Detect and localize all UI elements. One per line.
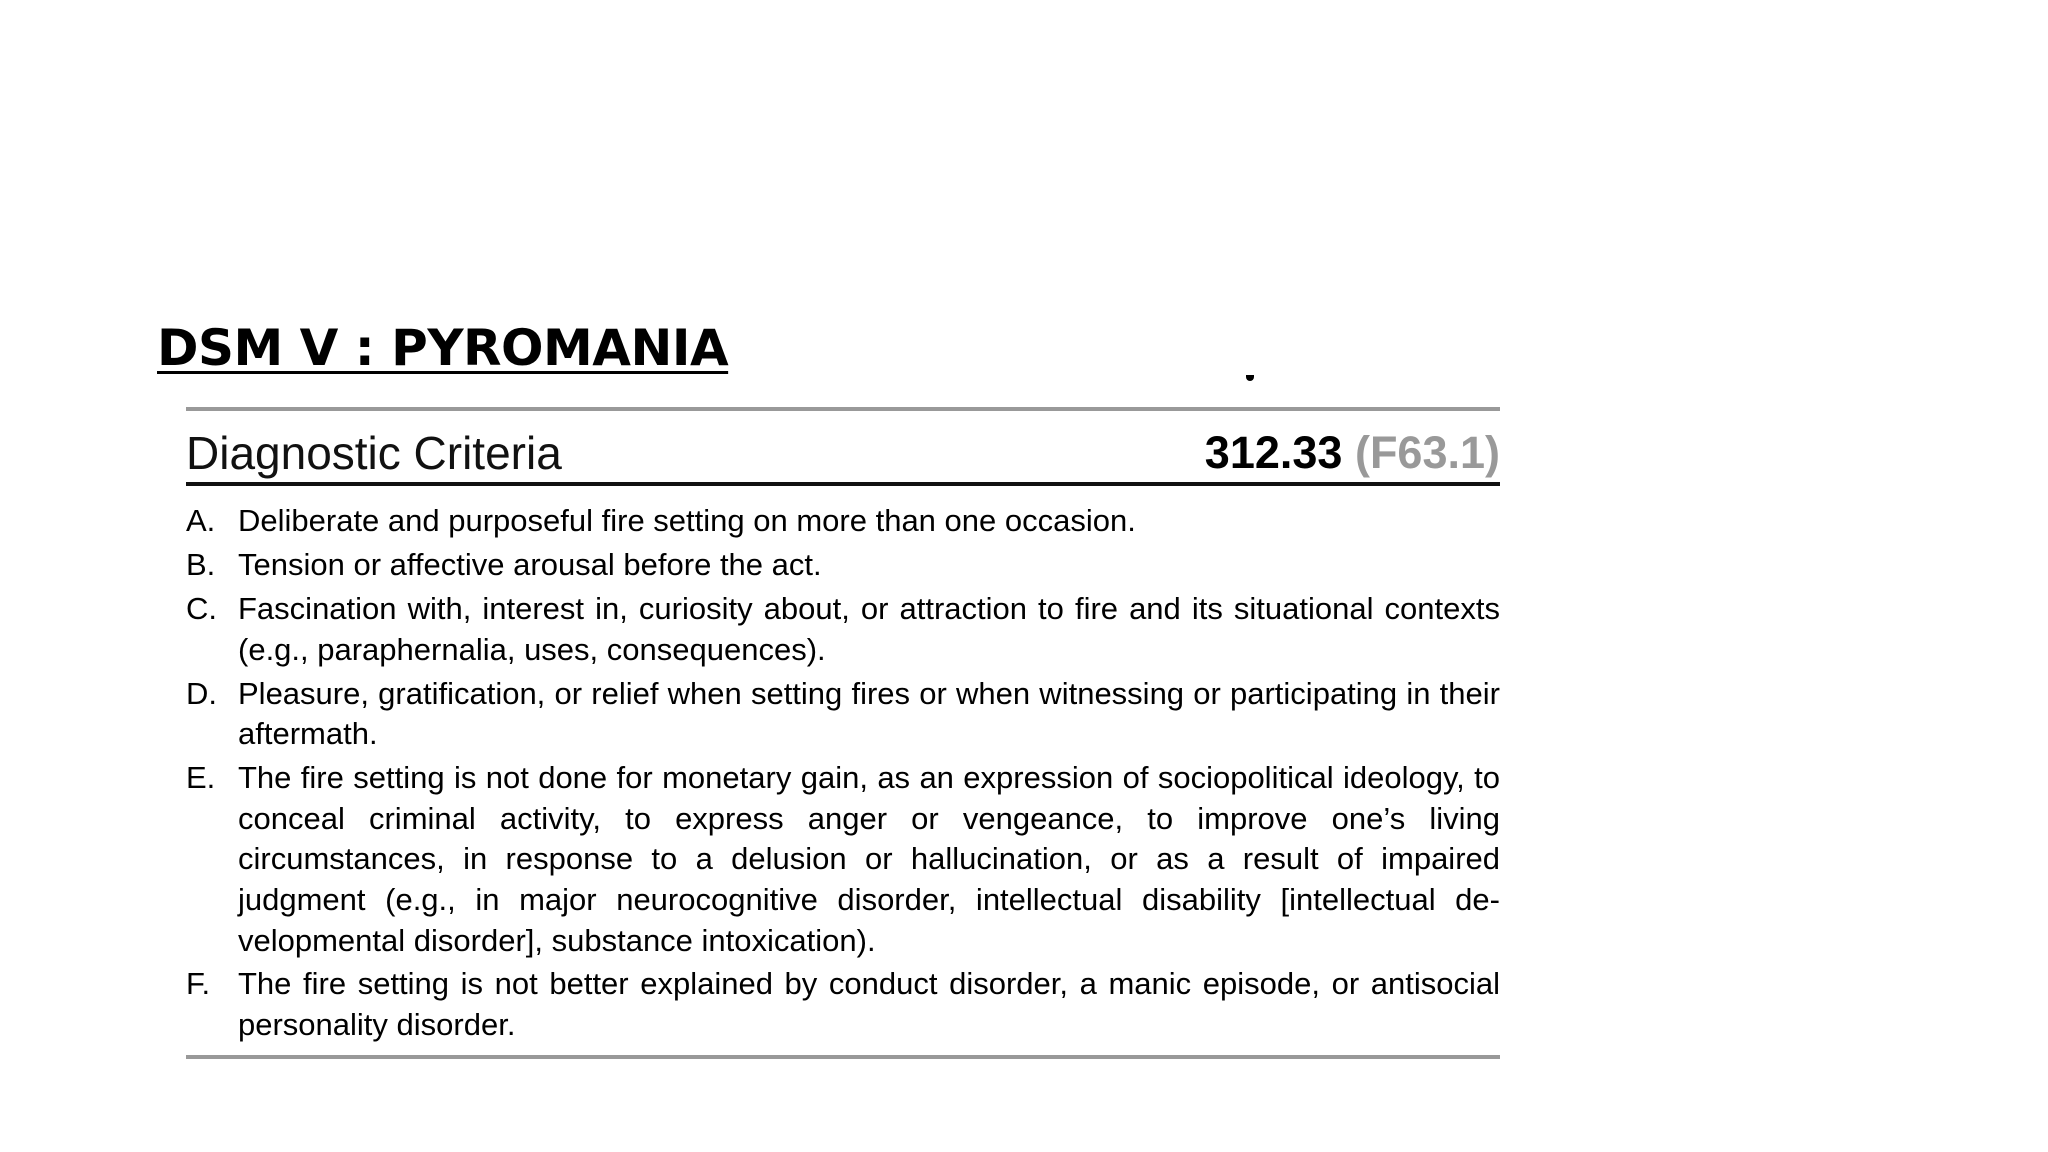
criterion-c: [186, 589, 1500, 670]
criterion-letter: B.: [186, 546, 216, 582]
criterion-letter: C.: [186, 590, 217, 626]
criteria-list: [186, 501, 1500, 1049]
criterion-f: [186, 964, 1500, 1045]
bottom-divider: [186, 1055, 1500, 1059]
heading-divider: [186, 482, 1500, 486]
diagnostic-codes: [1205, 427, 1500, 479]
cropped-glyph-fragment: [1246, 375, 1254, 381]
criterion-letter: D.: [186, 675, 217, 711]
criterion-text: Pleasure, gratification, or relief when setting fires or when witnessing or participating in their aftermath.: [238, 675, 1500, 752]
criterion-text: Deliberate and purposeful fire setting on more than one occasion.: [238, 503, 1136, 538]
icd-code: (F63.1): [1354, 427, 1500, 478]
criterion-text: Tension or affective arousal before the act.: [238, 546, 822, 582]
top-divider: [186, 407, 1500, 411]
criterion-letter: F.: [186, 966, 211, 1002]
criterion-text: The fire setting is not better explained by conduct disorder, a manic episode, or antisocial personality disorder.: [238, 966, 1500, 1043]
criteria-heading: Diagnostic Criteria: [186, 427, 562, 479]
dsm-code: 312.33: [1204, 427, 1343, 478]
criterion-b: [186, 545, 1500, 586]
criterion-e: [186, 758, 1500, 961]
criteria-heading-row: [186, 421, 1500, 477]
slide-title: DSM V : PYROMANIA: [157, 319, 729, 377]
criterion-text: The fire setting is not done for monetary gain, as an expression of sociopolitical ideology, to conceal criminal activity, to express anger or vengeance, to improve one’s living circumstances, in response to a delusion or hallucination, or as a result of impaired judgment (e.g., in major neurocognitive disorder, intellectual disability [intellectual developmental disorder], substance intoxication).: [238, 760, 1500, 958]
criterion-text: Fascination with, interest in, curiosity about, or attraction to fire and its situational contexts (e.g., paraphernalia, uses, consequences).: [238, 590, 1500, 667]
criterion-letter: E.: [186, 760, 216, 796]
criterion-letter: A.: [186, 503, 216, 538]
diagnostic-criteria-panel: [186, 407, 1500, 1057]
criterion-d: [186, 674, 1500, 755]
criterion-a: [186, 501, 1500, 542]
